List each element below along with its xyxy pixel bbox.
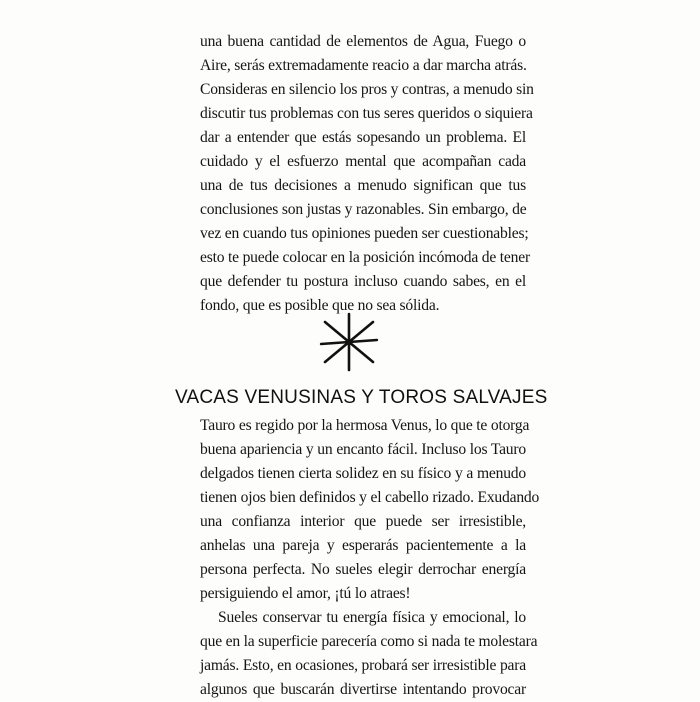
star-burst-icon: [317, 310, 381, 374]
text-line: una de tus decisiones a menudo significan que tus: [200, 177, 526, 194]
text-line: una confianza interior que puede ser irresistible,: [200, 513, 526, 530]
text-line: que defender tu postura incluso cuando sabes, en el: [200, 273, 526, 290]
text-line: Sueles conservar tu energía física y emocional, lo: [218, 609, 526, 626]
text-line: dar a entender que estás sopesando un problema. El: [200, 129, 526, 146]
section-heading: VACAS VENUSINAS Y TOROS SALVAJES: [175, 387, 548, 408]
text-line: discutir tus problemas con tus seres queridos o siquiera: [200, 105, 533, 122]
text-line: anhelas una pareja y esperarás pacientemente a la: [200, 537, 526, 554]
text-line: algunos que buscarán divertirse intentando provocar: [200, 681, 526, 698]
text-line: delgados tienen cierta solidez en su físico y a menudo: [200, 465, 526, 482]
text-line: vez en cuando tus opiniones pueden ser cuestionables;: [200, 225, 529, 242]
text-line: tienen ojos bien definidos y el cabello rizado. Exudando: [200, 489, 540, 506]
text-line: que en la superficie parecería como si nada te molestara: [200, 633, 538, 650]
text-line: fondo, que es posible que no sea sólida.: [200, 297, 440, 314]
text-line: jamás. Esto, en ocasiones, probará ser irresistible para: [200, 657, 526, 674]
text-line: conclusiones son justas y razonables. Sin embargo, de: [200, 201, 527, 218]
text-line: Aire, serás extremadamente reacio a dar marcha atrás.: [200, 57, 527, 74]
text-line: persiguiendo el amor, ¡tú lo atraes!: [200, 585, 411, 602]
text-line: esto te puede colocar en la posición incómoda de tener: [200, 249, 530, 266]
text-line: buena apariencia y un encanto fácil. Incluso los Tauro: [200, 441, 526, 458]
text-line: cuidado y el esfuerzo mental que acompañan cada: [200, 153, 526, 170]
text-line: Consideras en silencio los pros y contras, a menudo sin: [200, 81, 534, 98]
paragraph-section-1: [200, 30, 534, 318]
text-line: Tauro es regido por la hermosa Venus, lo que te otorga: [200, 417, 530, 434]
text-line: persona perfecta. No sueles elegir derrochar energía: [200, 561, 526, 578]
paragraph-section-2: [200, 414, 540, 702]
text-line: una buena cantidad de elementos de Agua, Fuego o: [200, 33, 526, 50]
